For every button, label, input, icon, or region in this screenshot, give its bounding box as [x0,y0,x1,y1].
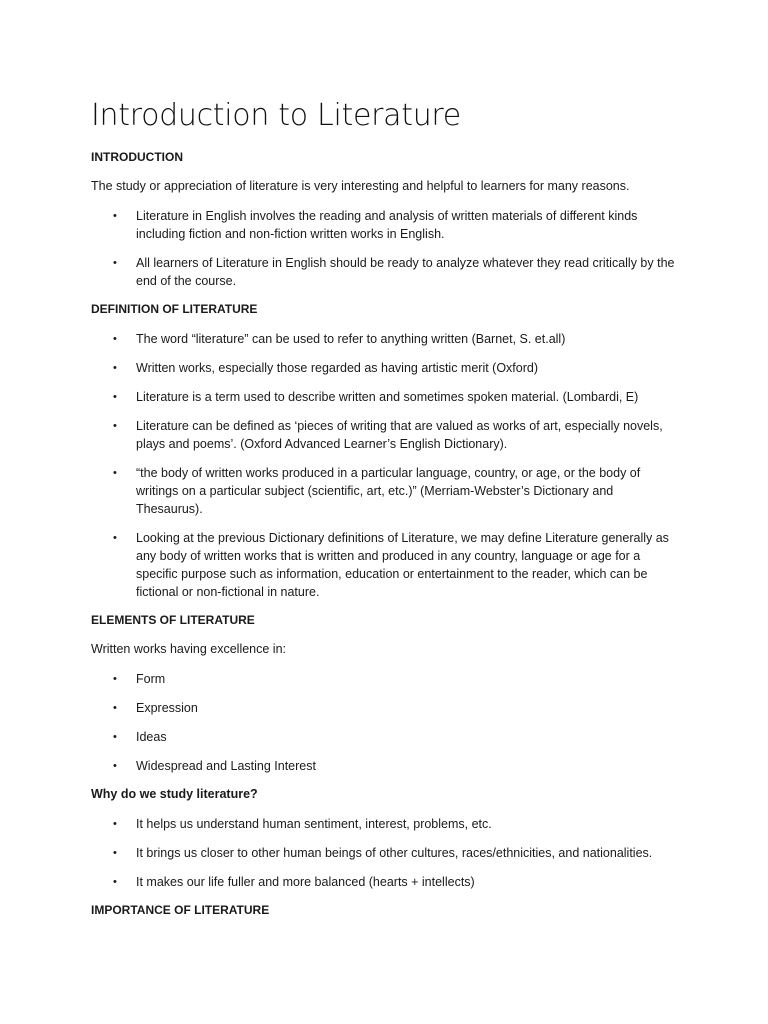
section-heading: ELEMENTS OF LITERATURE [91,613,255,627]
bullet-icon: • [113,760,117,772]
list-item-text: It helps us understand human sentiment, interest, problems, etc. [136,817,492,831]
list-item [91,359,681,377]
bullet-icon: • [113,333,117,345]
section-heading: DEFINITION OF LITERATURE [91,302,258,316]
list-item [91,464,681,518]
list-item [91,844,681,862]
list-item [91,757,681,775]
list-item-text: The word “literature” can be used to refer to anything written (Barnet, S. et.all) [136,332,566,346]
document-title: Introduction to Literature [91,98,461,133]
section-paragraph: The study or appreciation of literature is very interesting and helpful to learners for many reasons. [91,179,630,193]
section-elements [91,612,681,775]
bullet-icon: • [113,391,117,403]
list-item-text: Literature is a term used to describe written and sometimes spoken material. (Lombardi, E) [136,390,639,404]
list-item-text: “the body of written works produced in a particular language, country, or age, or the body of writings on a particular subject (scientific, art, etc.)” (Merriam-Webster’s Dictionary and Thesaurus). [136,466,641,516]
list-item [91,529,681,601]
bullet-icon: • [113,467,117,479]
bullet-icon: • [113,702,117,714]
list-item [91,417,681,453]
bullet-list [91,207,681,290]
list-item-text: Ideas [136,730,167,744]
bullet-icon: • [113,210,117,222]
list-item [91,254,681,290]
list-item [91,670,681,688]
bullet-icon: • [113,876,117,888]
bullet-icon: • [113,818,117,830]
bullet-icon: • [113,731,117,743]
bullet-icon: • [113,257,117,269]
list-item-text: All learners of Literature in English should be ready to analyze whatever they read critically by the end of the course. [136,256,675,288]
section-paragraph: Written works having excellence in: [91,642,286,656]
bullet-list [91,330,681,601]
bullet-list [91,815,681,891]
list-item-text: Expression [136,701,198,715]
section-heading: INTRODUCTION [91,150,183,164]
list-item [91,388,681,406]
list-item [91,815,681,833]
list-item-text: Literature in English involves the reading and analysis of written materials of different kinds including fiction and non-fiction written works in English. [136,209,638,241]
list-item-text: Widespread and Lasting Interest [136,759,316,773]
list-item-text: Looking at the previous Dictionary definitions of Literature, we may define Literature generally as any body of written works that is written and produced in any country, language or age for a specific purpose such as information, education or entertainment to the reader, which can be fictional or non-fictional in nature. [136,531,669,599]
section-why-study [91,786,681,891]
bullet-list [91,670,681,775]
list-item-text: It brings us closer to other human beings of other cultures, races/ethnicities, and nationalities. [136,846,653,860]
section-heading: IMPORTANCE OF LITERATURE [91,903,270,917]
list-item-text: Form [136,672,166,686]
section-heading: Why do we study literature? [91,787,258,801]
bullet-icon: • [113,847,117,859]
bullet-icon: • [113,362,117,374]
list-item-text: It makes our life fuller and more balanced (hearts + intellects) [136,875,475,889]
section-introduction [91,149,681,290]
list-item [91,728,681,746]
list-item [91,330,681,348]
list-item [91,873,681,891]
list-item-text: Literature can be defined as ‘pieces of writing that are valued as works of art, especially novels, plays and poems’. (Oxford Advanced Learner’s English Dictionary). [136,419,663,451]
list-item-text: Written works, especially those regarded as having artistic merit (Oxford) [136,361,539,375]
section-definition [91,301,681,601]
document-page [91,96,681,931]
section-importance [91,902,681,918]
bullet-icon: • [113,673,117,685]
bullet-icon: • [113,420,117,432]
list-item [91,699,681,717]
list-item [91,207,681,243]
bullet-icon: • [113,532,117,544]
